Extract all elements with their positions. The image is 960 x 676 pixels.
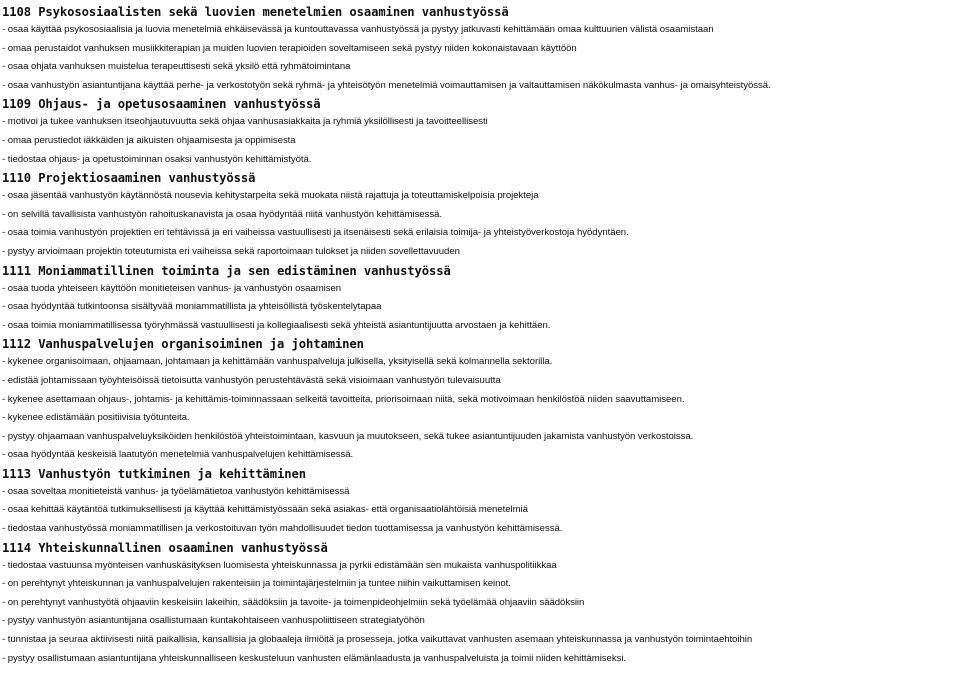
list-item: - pystyy osallistumaan asiantuntijana yhteiskunnalliseen keskusteluun vanhusten elämänlaadusta ja vanhuspalveluista ja toimii niiden kehittämiseksi. [2,652,627,664]
list-item: - on selvillä tavallisista vanhustyön rahoituskanavista ja osaa hyödyntää niitä vanhustyön kehittämisessä. [2,208,442,220]
list-item: - tiedostaa vanhustyössä moniammatillisen ja verkostoituvan työn mahdollisuudet tiedon tuottamisessa ja vanhustyön kehittämisessä. [2,523,563,535]
list-item: - pystyy arvioimaan projektin toteutumista eri vaiheissa sekä raportoimaan tulokset ja niiden sovellettavuuden [2,245,460,257]
section-title: 1112 Vanhuspalvelujen organisoiminen ja johtaminen [2,337,364,352]
section-title: 1114 Yhteiskunnallinen osaaminen vanhustyössä [2,540,328,555]
section-1114 [2,539,960,669]
list-item: - omaa perustiedot iäkkäiden ja aikuisten ohjaamisesta ja oppimisesta [2,134,296,146]
list-item: - osaa hyödyntää tutkintoonsa sisältyvää moniammatillista ja yhteisöllistä työskentelytapaa [2,301,382,313]
list-item: - osaa kehittää käytäntöä tutkimuksellisesti ja käyttää kehittämistyössään sekä asiakas- että organisaatiolähtöisiä menetelmiä [2,504,528,516]
section-1110 [2,169,960,261]
section-1108 [2,3,960,95]
list-item: - kykenee organisoimaan, ohjaamaan, johtamaan ja kehittämään vanhuspalveluja julkisella, yksityisellä sekä kolmannella sektorilla. [2,356,553,368]
list-item: - osaa soveltaa monitieteistä vanhus- ja työelämätietoa vanhustyön kehittämisessä [2,485,350,497]
section-1109 [2,95,960,169]
list-item: - osaa käyttää psykososiaalisia ja luovia menetelmiä ehkäisevässä ja kuntouttavassa vanhustyössä ja pystyy jatkuvasti kehittämään omaa kulttuurien välistä osaamistaan [2,24,714,35]
list-item: - pystyy ohjaamaan vanhuspalveluyksiköiden henkilöstöä yhteistoimintaan, kasvuun ja muutokseen, sekä tukee asiantuntijuuden jakamista vanhustyön verkostoissa. [2,430,694,442]
section-title: 1109 Ohjaus- ja opetusosaaminen vanhustyössä [2,97,321,112]
list-item: - osaa hyödyntää keskeisiä laatutyön menetelmiä vanhuspalvelujen kehittämisessä. [2,449,354,461]
section-title: 1108 Psykososiaalisten sekä luovien menetelmien osaaminen vanhustyössä [2,5,509,19]
list-item: - on perehtynyt vanhustyötä ohjaaviin keskeisiin lakeihin, säädöksiin ja tavoite- ja toimenpideohjelmiin sekä työelämää ohjaaviin säädöksiin [2,596,585,608]
list-item: - osaa tuoda yhteiseen käyttöön monitieteisen vanhus- ja vanhustyön osaamisen [2,282,342,294]
list-item: - omaa perustaidot vanhuksen musiikkiterapian ja muiden luovien terapioiden soveltamiseen sekä pystyy niiden kokonaistavaan käyttöön [2,42,577,54]
list-item: - kykenee asettamaan ohjaus-, johtamis- ja kehittämis-toiminnassaan selkeitä tavoitteita, priorisoimaan niitä, sekä motivoimaan henkilöstöä niiden saavuttamiseen. [2,393,685,405]
section-title: 1113 Vanhustyön tutkiminen ja kehittäminen [2,466,306,481]
section-1111 [2,262,960,336]
section-1113 [2,465,960,539]
list-item: - tunnistaa ja seuraa aktiivisesti niitä paikallisia, kansallisia ja globaaleja ilmiöitä ja prosesseja, jotka vaikuttavat vanhusten asemaan yhteiskunnassa ja vanhustyön toimintaehtoihin [2,634,753,646]
list-item: - on perehtynyt yhteiskunnan ja vanhuspalvelujen rakenteisiin ja toimintajärjestelmiin ja tuntee niihin vaikuttamisen keinot. [2,578,511,590]
list-item: - kykenee edistämään positiivisia työtunteita. [2,412,190,424]
list-item: - osaa vanhustyön asiantuntijana käyttää perhe- ja verkostotyön sekä ryhmä- ja yhteisötyön menetelmiä voimauttamisen ja valtauttamisen näkökulmasta vanhus- ja omaisyhteistyössä. [2,79,771,91]
list-item: - motivoi ja tukee vanhuksen itseohjautuvuutta sekä ohjaa vanhusasiakkaita ja ryhmiä yksilöllisesti ja tavoitteellisesti [2,116,488,128]
list-item: - osaa toimia moniammatillisessa työryhmässä vastuullisesti ja kollegiaalisesti sekä yhteistä asiantuntijuutta arvostaen ja kehittäen. [2,319,551,331]
list-item: - osaa toimia vanhustyön projektien eri tehtävissä ja eri vaiheissa vastuullisesti ja itsenäisesti sekä erilaisia toimija- ja yhteistyöverkostoja hyödyntäen. [2,227,629,239]
list-item: - pystyy vanhustyön asiantuntijana osallistumaan kuntakohtaiseen vanhuspoliittiseen strategiatyöhön [2,615,425,627]
list-item: - osaa jäsentää vanhustyön käytännöstä nousevia kehitystarpeita sekä muokata niistä rajattuja ja toteuttamiskelpoisia projekteja [2,190,539,202]
list-item: - osaa ohjata vanhuksen muistelua terapeuttisesti sekä yksilö että ryhmätoimintana [2,61,351,73]
section-1112 [2,335,960,465]
list-item: - tiedostaa ohjaus- ja opetustoiminnan osaksi vanhustyön kehittämistyötä. [2,153,312,165]
section-title: 1111 Moniammatillinen toiminta ja sen edistäminen vanhustyössä [2,263,451,278]
section-title: 1110 Projektiosaaminen vanhustyössä [2,171,256,186]
list-item: - edistää johtamissaan työyhteisöissä tietoisutta vanhustyön perustehtävästä sekä visioimaan vanhustyön tulevaisuutta [2,374,501,386]
list-item: - tiedostaa vastuunsa myönteisen vanhuskäsityksen luomisesta yhteiskunnassa ja pyrkii edistämään sen mukaista vanhuspolitiikkaa [2,559,557,571]
